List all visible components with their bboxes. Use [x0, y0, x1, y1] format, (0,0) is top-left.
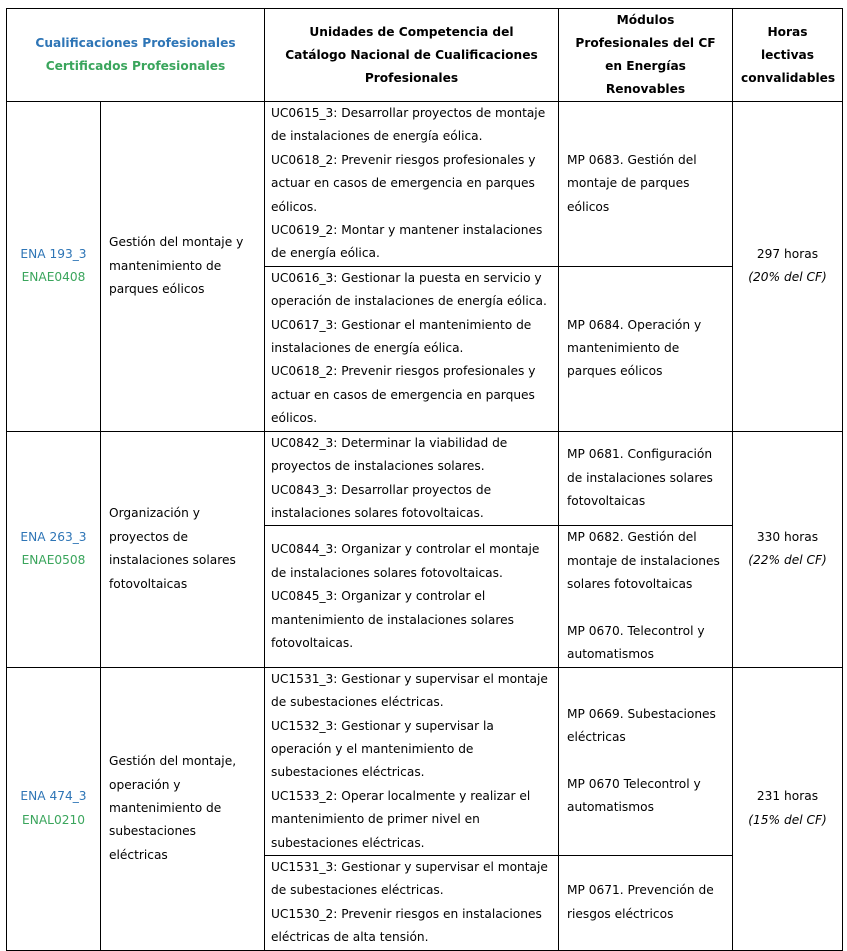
hours-percent: (15% del CF)	[748, 812, 827, 827]
competency-units-cell	[265, 667, 559, 855]
competency-units-cell	[265, 855, 559, 950]
competency-unit: UC1530_2: Prevenir riesgos en instalaciones eléctricas de alta tensión.	[271, 906, 542, 945]
qualification-name: Gestión del montaje y mantenimiento de parques eólicos	[101, 102, 265, 432]
competency-unit: UC0843_3: Desarrollar proyectos de instalaciones solares fotovoltaicas.	[271, 482, 492, 520]
hours-cell	[733, 431, 843, 667]
professional-module: MP 0683. Gestión del montaje de parques eólicos	[567, 152, 697, 214]
competency-unit: UC0619_2: Montar y mantener instalaciones de energía eólica.	[271, 223, 543, 261]
professional-module: MP 0681. Configuración de instalaciones solares fotovoltaicas	[567, 447, 713, 509]
certificate-code: ENAL0210	[22, 812, 85, 827]
competency-unit: UC0617_3: Gestionar el mantenimiento de instalaciones de energía eólica.	[271, 317, 532, 356]
convalidation-table	[6, 8, 843, 951]
module-cell	[559, 526, 733, 667]
header-hours: Horas lectivas convalidables	[733, 9, 843, 102]
professional-module: MP 0682. Gestión del montaje de instalaciones solares fotovoltaicas	[567, 530, 720, 592]
qualification-name: Organización y proyectos de instalaciones solares fotovoltaicas	[101, 431, 265, 667]
hours-percent: (22% del CF)	[748, 553, 827, 568]
hours-cell	[733, 102, 843, 432]
module-cell	[559, 102, 733, 267]
hours-percent: (20% del CF)	[748, 270, 827, 285]
competency-unit: UC0616_3: Gestionar la puesta en servicio y operación de instalaciones de energía eólica.	[271, 270, 547, 309]
header-qualifications	[7, 9, 265, 102]
competency-units-cell	[265, 526, 559, 667]
header-competency-units: Unidades de Competencia del Catálogo Nacional de Cualificaciones Profesionales	[265, 9, 559, 102]
qualification-code: ENA 193_3	[20, 246, 87, 261]
competency-unit: UC0844_3: Organizar y controlar el montaje de instalaciones solares fotovoltaicas.	[271, 542, 540, 580]
header-qualifications-label: Cualificaciones Profesionales	[35, 36, 236, 50]
qualification-code: ENA 474_3	[20, 789, 87, 804]
table-row	[7, 667, 843, 855]
professional-module: MP 0671. Prevención de riesgos eléctricos	[567, 883, 714, 921]
competency-unit: UC0842_3: Determinar la viabilidad de proyectos de instalaciones solares.	[271, 435, 508, 474]
qualification-code: ENA 263_3	[20, 529, 87, 544]
qualification-code-cell	[7, 431, 101, 667]
header-professional-modules: Módulos Profesionales del CF en Energías Renovables	[559, 9, 733, 102]
professional-module: MP 0670 Telecontrol y automatismos	[567, 777, 701, 815]
professional-module: MP 0669. Subestaciones eléctricas	[567, 706, 716, 745]
competency-units-cell	[265, 266, 559, 431]
module-cell	[559, 431, 733, 526]
certificate-code: ENAE0408	[21, 270, 86, 285]
professional-module: MP 0670. Telecontrol y automatismos	[567, 623, 705, 662]
qualification-code-cell	[7, 102, 101, 432]
competency-unit: UC1533_2: Operar localmente y realizar el mantenimiento de primer nivel en subestaciones eléctricas.	[271, 788, 531, 850]
competency-unit: UC0618_2: Prevenir riesgos profesionales y actuar en casos de emergencia en parques eólicos.	[271, 364, 536, 426]
competency-unit: UC0615_3: Desarrollar proyectos de montaje de instalaciones de energía eólica.	[271, 106, 546, 144]
competency-unit: UC0618_2: Prevenir riesgos profesionales y actuar en casos de emergencia en parques eólicos.	[271, 152, 536, 214]
hours-cell	[733, 667, 843, 950]
competency-units-cell	[265, 431, 559, 526]
competency-unit: UC1531_3: Gestionar y supervisar el montaje de subestaciones eléctricas.	[271, 671, 548, 710]
table-row	[7, 431, 843, 526]
competency-unit: UC1532_3: Gestionar y supervisar la operación y el mantenimiento de subestaciones eléctricas.	[271, 718, 494, 780]
module-cell	[559, 855, 733, 950]
qualification-code-cell	[7, 667, 101, 950]
competency-units-cell	[265, 102, 559, 267]
header-certificates-label: Certificados Profesionales	[45, 59, 226, 73]
hours-value: 297 horas	[756, 246, 819, 261]
professional-module: MP 0684. Operación y mantenimiento de parques eólicos	[567, 317, 702, 379]
competency-unit: UC1531_3: Gestionar y supervisar el montaje de subestaciones eléctricas.	[271, 859, 548, 898]
header-row	[7, 9, 843, 102]
qualification-name: Gestión del montaje, operación y mantenimiento de subestaciones eléctricas	[101, 667, 265, 950]
hours-value: 330 horas	[756, 529, 819, 544]
module-cell	[559, 667, 733, 855]
certificate-code: ENAE0508	[21, 553, 86, 568]
competency-unit: UC0845_3: Organizar y controlar el mantenimiento de instalaciones solares fotovoltaicas.	[271, 589, 514, 650]
table-row	[7, 102, 843, 267]
hours-value: 231 horas	[756, 789, 819, 804]
module-cell	[559, 266, 733, 431]
